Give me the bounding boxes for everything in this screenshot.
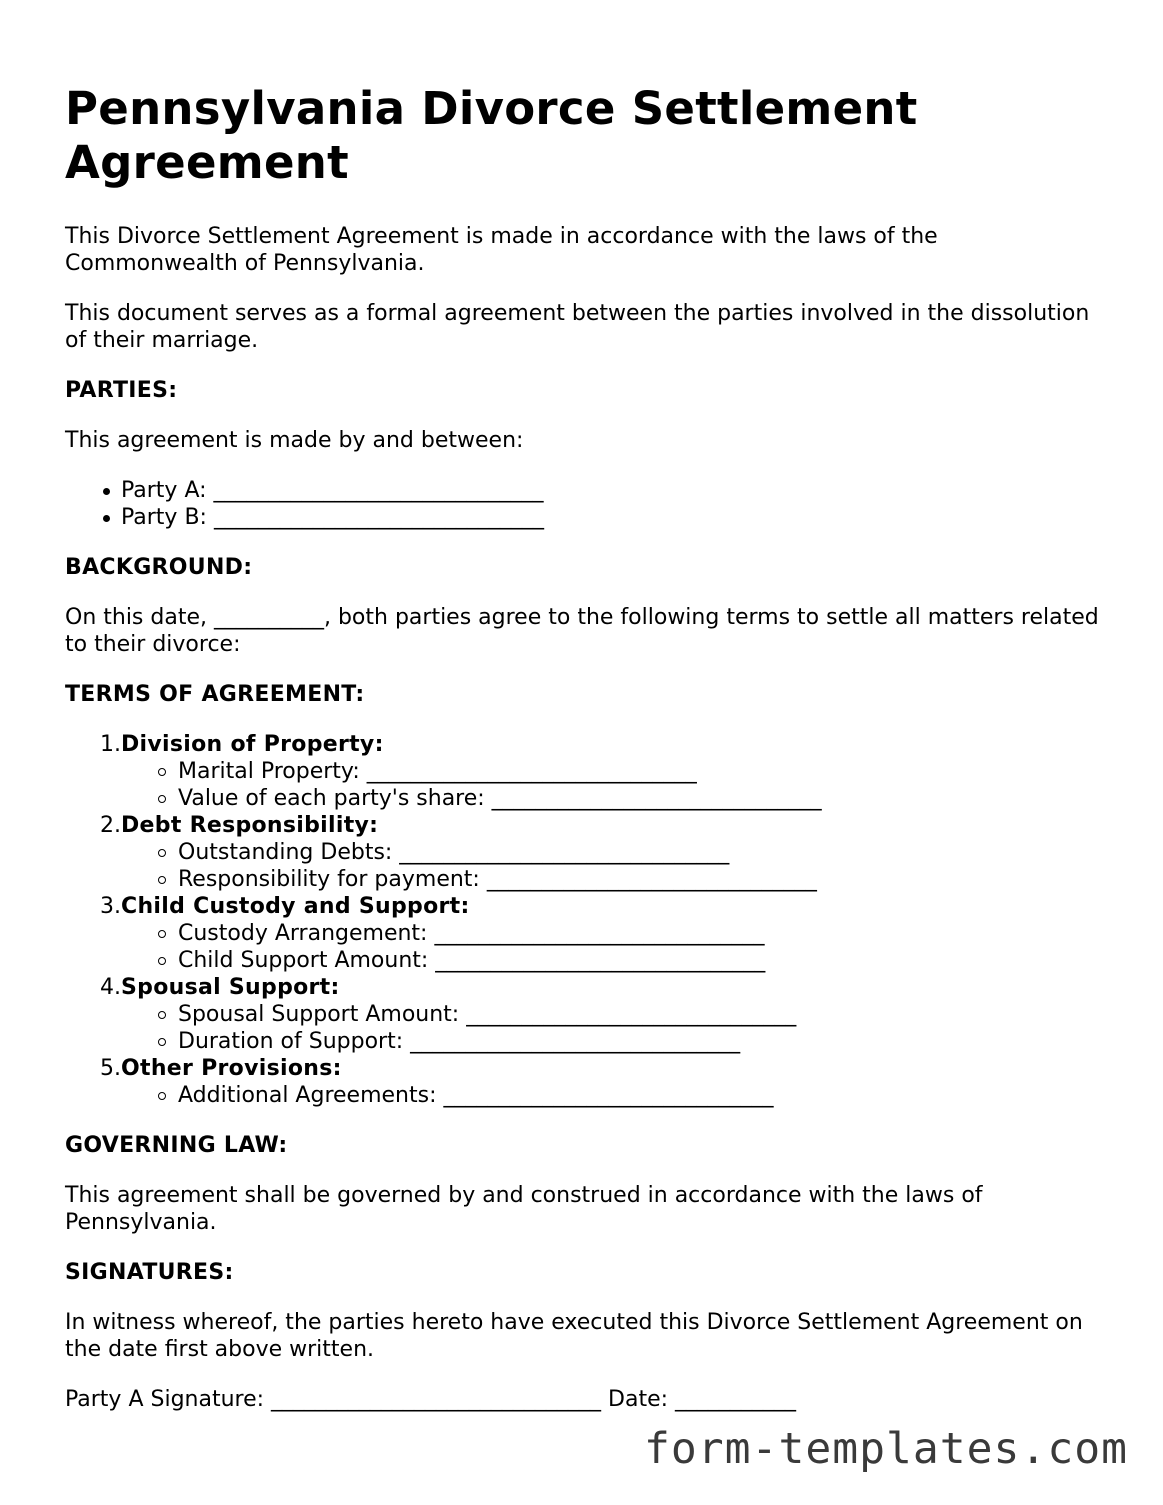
- signatures-text: In witness whereof, the parties hereto have executed this Divorce Settlement Agreement on the date first above written.: [65, 1310, 1083, 1362]
- term-subitem: Outstanding Debts: ______________________________: [65, 839, 1105, 866]
- term-item: [65, 1055, 1105, 1109]
- intro-paragraph-1: This Divorce Settlement Agreement is made in accordance with the laws of the Commonwealth of Pennsylvania.: [65, 224, 938, 276]
- term-title: Child Custody and Support:: [121, 894, 470, 919]
- background-text: On this date, __________, both parties agree to the following terms to settle all matters related to their divorce:: [65, 605, 1099, 657]
- background-heading: BACKGROUND:: [65, 555, 253, 580]
- term-title: Other Provisions:: [121, 1056, 342, 1081]
- governing-law-heading: GOVERNING LAW:: [65, 1133, 288, 1158]
- parties-heading: PARTIES:: [65, 378, 178, 403]
- term-item: [65, 731, 1105, 812]
- party-a-signature-line: Party A Signature: ______________________________ Date: ___________: [65, 1387, 797, 1412]
- term-subitem: Responsibility for payment: ______________________________: [65, 866, 1105, 893]
- parties-text: This agreement is made by and between:: [65, 428, 524, 453]
- term-title: Spousal Support:: [121, 975, 340, 1000]
- term-number: 2.: [100, 813, 121, 838]
- governing-law-text: This agreement shall be governed by and construed in accordance with the laws of Pennsylvania.: [65, 1183, 983, 1235]
- term-subitem: Value of each party's share: ______________________________: [65, 785, 1105, 812]
- document-title: Pennsylvania Divorce Settlement Agreement: [65, 82, 918, 189]
- term-subitem: Additional Agreements: ______________________________: [65, 1082, 1105, 1109]
- term-item: [65, 812, 1105, 893]
- term-item: [65, 974, 1105, 1055]
- term-title: Debt Responsibility:: [121, 813, 379, 838]
- term-number: 4.: [100, 975, 121, 1000]
- terms-heading: TERMS OF AGREEMENT:: [65, 682, 365, 707]
- terms-list: [65, 731, 1105, 1109]
- signatures-heading: SIGNATURES:: [65, 1260, 234, 1285]
- watermark: form-templates.com: [644, 1424, 1128, 1474]
- term-subitem: Duration of Support: ______________________________: [65, 1028, 1105, 1055]
- party-a-line: Party A: ______________________________: [65, 477, 1105, 504]
- document-page: [65, 82, 1105, 1413]
- term-title: Division of Property:: [121, 732, 384, 757]
- term-number: 3.: [100, 894, 121, 919]
- party-b-line: Party B: ______________________________: [65, 504, 1105, 531]
- term-subitem: Marital Property: ______________________________: [65, 758, 1105, 785]
- term-subitem: Custody Arrangement: ______________________________: [65, 920, 1105, 947]
- term-subitem: Spousal Support Amount: ______________________________: [65, 1001, 1105, 1028]
- term-number: 5.: [100, 1056, 121, 1081]
- parties-list: [65, 477, 1105, 531]
- term-subitem: Child Support Amount: ______________________________: [65, 947, 1105, 974]
- intro-paragraph-2: This document serves as a formal agreement between the parties involved in the dissolution of their marriage.: [65, 301, 1090, 353]
- term-number: 1.: [100, 732, 121, 757]
- term-item: [65, 893, 1105, 974]
